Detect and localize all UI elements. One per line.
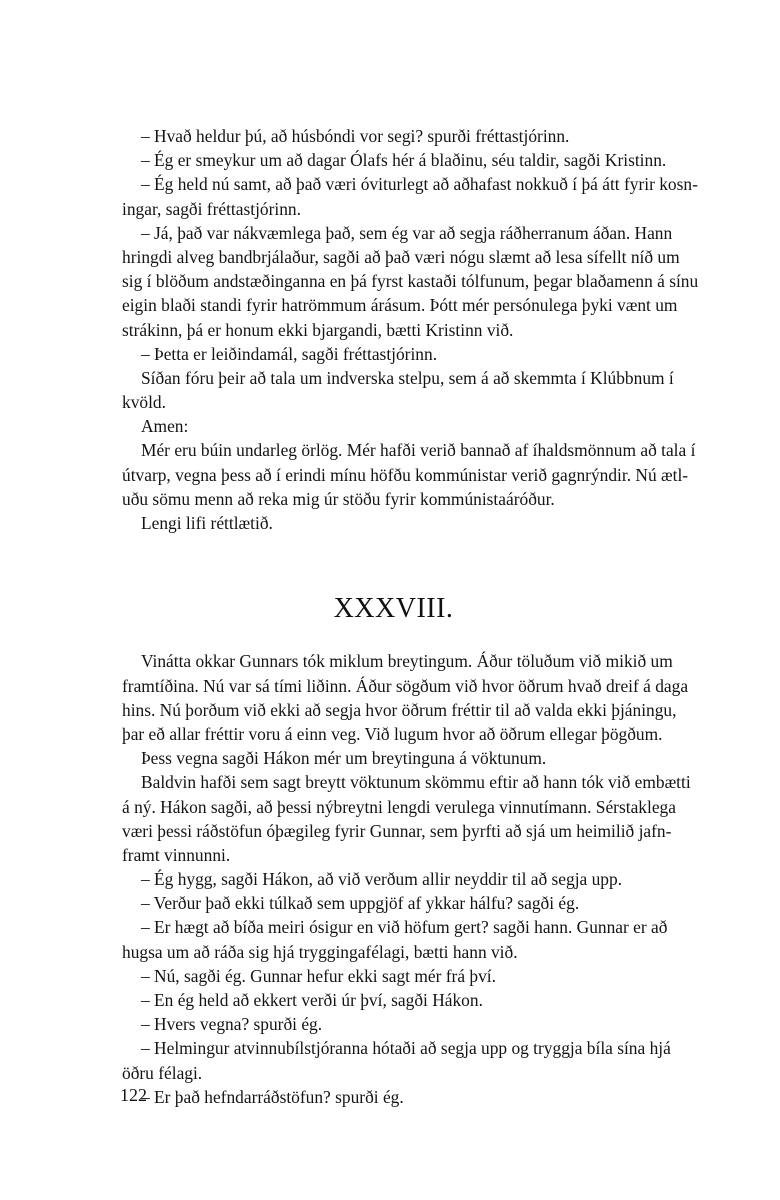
- text-line: hringdi alveg bandbrjálaður, sagði að það væri nógu slæmt að lesa sífellt níð um: [122, 246, 680, 267]
- text-line: hins. Nú þorðum við ekki að segja hvor öðrum fréttir til að valda ekki þjáningu,: [122, 699, 677, 720]
- text-line: – En ég held að ekkert verði úr því, sagði Hákon.: [141, 990, 483, 1010]
- text-line: útvarp, vegna þess að í erindi mínu höfðu kommúnistar verið gagnrýndir. Nú ætl-: [122, 464, 689, 485]
- text-line: strákinn, þá er honum ekki bjargandi, bætti Kristinn við.: [122, 319, 514, 340]
- text-line: – Já, það var nákvæmlega það, sem ég var að segja ráðherranum áðan. Hann: [141, 222, 673, 243]
- text-line: – Ég er smeykur um að dagar Ólafs hér á blaðinu, séu taldir, sagði Kristinn.: [141, 150, 667, 171]
- text-line: Þess vegna sagði Hákon mér um breytinguna á vöktunum.: [141, 748, 547, 769]
- text-line: framt vinnunni.: [122, 844, 231, 865]
- text-line: – Hvað heldur þú, að húsbóndi vor segi? spurði fréttastjórinn.: [141, 126, 570, 146]
- text-line: á ný. Hákon sagði, að þessi nýbreytni lengdi verulega vinnutímann. Sérstaklega: [122, 796, 676, 817]
- text-line: væri þessi ráðstöfun óþægileg fyrir Gunnar, sem þyrfti að sjá um heimilið jafn-: [122, 820, 672, 841]
- text-line: – Helmingur atvinnubílstjóranna hótaði að segja upp og tryggja bíla sína hjá: [141, 1038, 671, 1059]
- text-line: öðru félagi.: [122, 1062, 203, 1083]
- text-line: Amen:: [141, 416, 189, 437]
- page-number: 122: [120, 1085, 147, 1105]
- spacer: [122, 535, 665, 559]
- text-line: þar eð allar fréttir voru á einn veg. Við lugum hvor að öðrum ellegar þögðum.: [122, 723, 663, 744]
- chapter-heading: XXXVIII.: [333, 593, 454, 625]
- text-line: – Þetta er leiðindamál, sagði fréttastjórinn.: [141, 343, 438, 364]
- text-line: uðu sömu menn að reka mig úr stöðu fyrir kommúnistaáróður.: [122, 488, 555, 509]
- section-before-chapter: [122, 124, 699, 535]
- text-line: Síðan fóru þeir að tala um indverska stelpu, sem á að skemmta í Klúbbnum í: [141, 367, 674, 388]
- text-line: kvöld.: [122, 392, 166, 413]
- text-line: – Er hægt að bíða meiri ósigur en við höfum gert? sagði hann. Gunnar er að: [141, 917, 668, 938]
- text-line: framtíðina. Nú var sá tími liðinn. Áður sögðum við hvor öðrum hvað dreif á daga: [122, 675, 689, 696]
- section-chapter-body: [122, 649, 691, 1109]
- book-page-text: [122, 124, 699, 1109]
- text-line: – Hvers vegna? spurði ég.: [141, 1014, 323, 1035]
- text-line: Mér eru búin undarleg örlög. Mér hafði verið bannað af íhaldsmönnum að tala í: [141, 440, 696, 461]
- text-line: – Ég held nú samt, að það væri óviturlegt að aðhafast nokkuð í þá átt fyrir kosn-: [141, 174, 698, 195]
- text-line: – Ég hygg, sagði Hákon, að við verðum allir neyddir til að segja upp.: [141, 869, 623, 890]
- text-line: – Verður það ekki túlkað sem uppgjöf af ykkar hálfu? sagði ég.: [141, 893, 580, 914]
- text-line: Baldvin hafði sem sagt breytt vöktunum skömmu eftir að hann tók við embætti: [141, 772, 691, 793]
- text-line: hugsa um að ráða sig hjá tryggingafélagi, bætti hann við.: [122, 941, 518, 962]
- text-line: – Nú, sagði ég. Gunnar hefur ekki sagt mér frá því.: [141, 965, 496, 986]
- text-line: ingar, sagði fréttastjórinn.: [122, 198, 301, 219]
- text-line: – Er það hefndarráðstöfun? spurði ég.: [141, 1086, 404, 1107]
- text-line: sig í blöðum andstæðinganna en þá fyrst kastaði tólfunum, þegar blaðamenn á sínu: [122, 271, 699, 292]
- text-line: eigin blaði standi fyrir hatrömmum árásum. Þótt mér persónulega þyki vænt um: [122, 295, 678, 316]
- text-line: Lengi lifi réttlætið.: [141, 513, 273, 533]
- text-line: Vinátta okkar Gunnars tók miklum breytingum. Áður töluðum við mikið um: [141, 651, 673, 672]
